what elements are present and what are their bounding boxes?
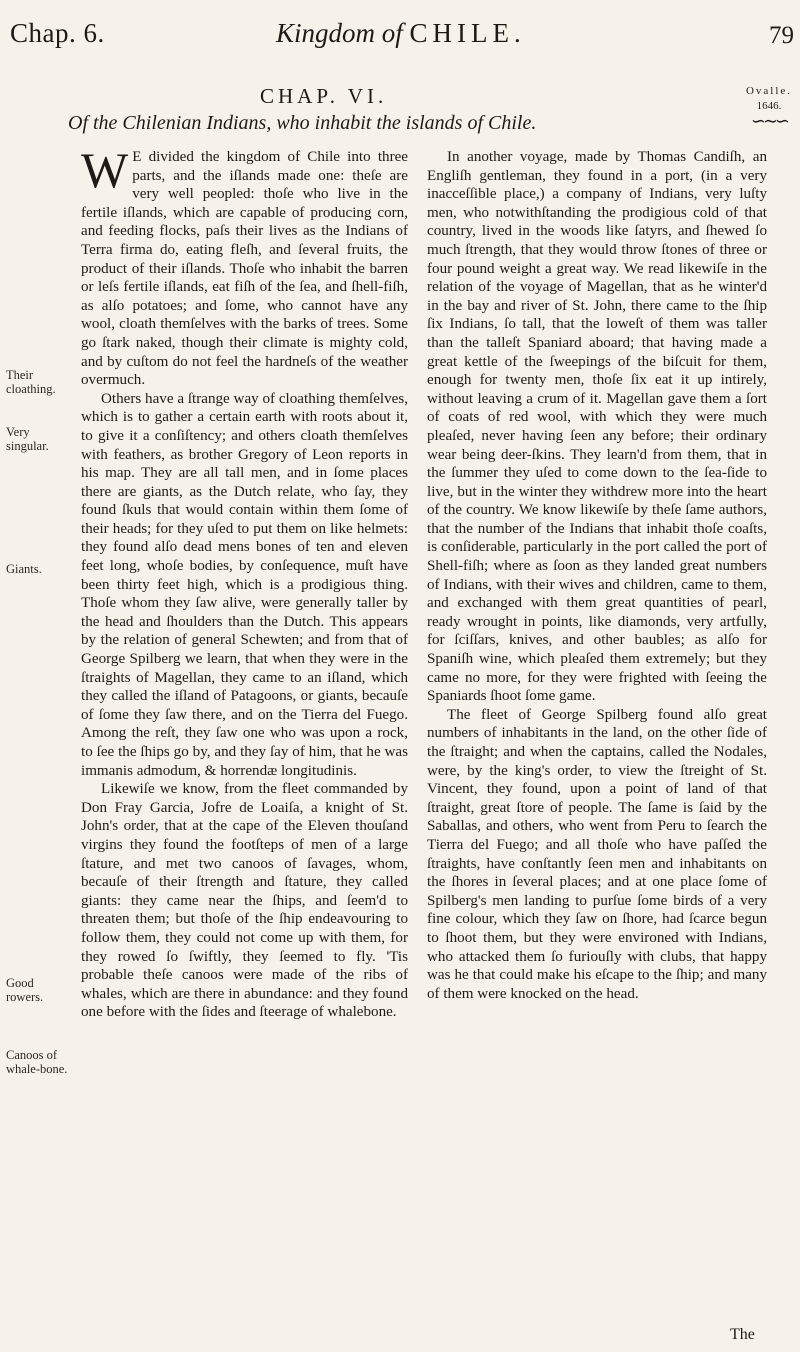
running-head — [0, 10, 800, 66]
paragraph: Likewiſe we know, from the fleet commanded by Don Fray Garcia, Jofre de Loaiſa, a knight of St. John's order, that at the cape of the Eleven thouſand virgins they found the footſteps of men of a large ſtature, and met two canoos of ſavages, whom, becauſe of their ſtrength and ſtature, they called giants: they came near the ſhips, and ſeem'd to threaten them; but thoſe of the ſhip endeavouring to follow them, they could not come up with them, for they rowed ſo ſwiftly, they ſeemed to fly. 'Tis probable theſe canoos were made of the ribs of whales, which are there in abundance: and they found one before with the ſides and ſteerage of whalebone. — [81, 781, 408, 1021]
right-column — [427, 148, 767, 1003]
side-date-place: Ovalle. — [745, 85, 793, 97]
drop-cap: W — [81, 142, 129, 198]
running-title-chile: CHILE. — [409, 18, 526, 48]
margin-note-singular: Very singular. — [6, 425, 49, 453]
margin-note-giants: Giants. — [6, 562, 42, 576]
margin-note-cloathing: Their cloathing. — [6, 368, 56, 396]
page-number: 79 — [769, 22, 794, 49]
side-date — [740, 84, 798, 129]
chapter-number: Chap. 6. — [10, 18, 105, 48]
paragraph: The fleet of George Spilberg found alſo great numbers of inhabitants in the land, on the other ſide of the ſtraight; and when the captains, called the Nodales, were, by the king's order, to view the ſtreight of St. Vincent, they found, upon a point of land of that ſtraight, great ſtore of people. The ſame is ſaid by the Saballas, and others, who went from Peru to ſearch the Tierra del Fuego; and all thoſe who have paſſed the ſtraights, have conſtantly ſeen men and inhabitants on the ſhores in ſeveral places; and at one place ſome of Spilberg's men landing to purſue ſome birds of a very fine colour, which they ſaw on ſhore, had ſcarce begun to ſhoot them, but they were environed with Indians, who attacked them ſo furiouſly with clubs, that happy was he that could make his eſcape to the ſhip; and many of them were knocked on the head. — [427, 706, 767, 1002]
paragraph: Others have a ſtrange way of cloathing themſelves, which is to gather a certain earth with roots about it, to give it a conſiſtency; and others cloath themſelves with feathers, as brother Gregory of Leon reports in his map. They are all tall men, and in ſome places there are giants, as the Dutch relate, who ſay, they found ſkuls that would contain within them ſome of their heads; for they uſed to put them on like helmets: they found alſo dead mens bones of ten and eleven feet long, whoſe bodies, by conſequence, muſt have been thirty feet high, which is a prodigious thing. Thoſe whom they ſaw alive, were generally taller by the head and ſhoulders than the Dutch. This appears by the relation of general Schewten; and from that of George Spilberg we learn, that when they were in the ſtraights of Magellan, they came to an iſland, which they called the iſland of Patagoons, or giants, becauſe of ſome they ſaw there, and on the Tierra del Fuego. Among the reſt, they ſaw one who was upon a rock, to ſee the ſhips go by, and they ſay of him, that he was immanis admodum, & horrendæ longitudinis. — [81, 390, 408, 779]
paragraph — [81, 142, 408, 390]
margin-note-canoos: Canoos of whale-bone. — [6, 1048, 68, 1076]
side-date-year: 1646. — [756, 100, 782, 112]
running-title — [276, 18, 526, 49]
chapter-subtitle: Of the Chilenian Indians, who inhabit the islands of Chile. — [68, 112, 537, 134]
ornament-icon: ∽∼∽ — [750, 111, 788, 131]
margin-note-rowers: Good rowers. — [6, 976, 44, 1004]
catchword: The — [730, 1326, 755, 1343]
chapter-title: CHAP. VI. — [260, 84, 388, 108]
paragraph: In another voyage, made by Thomas Candiſh, an Engliſh gentleman, they found in a port, (in a very inacceſſible place,) a company of Indians, very luſty men, who notwithſtanding the prodigious cold of that country, lived in the woods like ſatyrs, and ſhewed ſo much ſtrength, that they would throw ſtones of three or four pound weight a great way. We read likewiſe in the relation of the voyage of Magellan, that as he winter'd in the bay and river of St. John, there came to the ſhip ſix Indians, ſo tall, that the loweſt of them was taller than the talleſt Spaniard aboard; that having made a great kettle of the ſweepings of the biſcuit for them, enough for twenty men, thoſe ſix eat it up intirely, without leaving a crum of it. Magellan gave them a ſort of coats of red wool, with which they were much pleaſed, never having ſeen any before; their ordinary wear being deer-ſkins. They learn'd from them, that in the ſummer they uſed to come down to the ſea-ſide to live, but in the winter they withdrew more into the heart of the country. We know likewiſe by theſe ſame authors, that the number of the Indians that inhabit thoſe coaſts, is conſiderable, particularly in the port called the port of Shell-fiſh; where as ſoon as they landed great numbers of Indians, with their wives and children, came to them, and exchanged with them great quantities of pearl, ready wrought in points, like diamonds, very artfully, for ſciſſars, knives, and other baubles; as alſo for Spaniſh wine, which pleaſed them extremely; but they came no more, for they were frighted with ſeeing the Spaniards ſhoot ſome game. — [427, 149, 767, 705]
running-title-kingdom: Kingdom of — [276, 18, 403, 48]
paragraph-text: E divided the kingdom of Chile into three parts, and the iſlands made one: theſe are very well peopled: thoſe who live in the fertile iſlands, which are capable of producing corn, and feeding flocks, paſs their lives as the Indians of Terra firma do, eating fleſh, and ſeveral fruits, the product of their iſlands. Thoſe who inhabit the barren or leſs fertile iſlands, eat fiſh of the ſea, and ſhell-fiſh, as alſo potatoes; and ſome, who cannot have any wool, cloath themſelves with the barks of trees. Some go ſtark naked, though their climate is mighty cold, and by cuſtom do not feel the hardneſs of the weather overmuch. — [81, 149, 408, 389]
left-column — [81, 142, 408, 1022]
